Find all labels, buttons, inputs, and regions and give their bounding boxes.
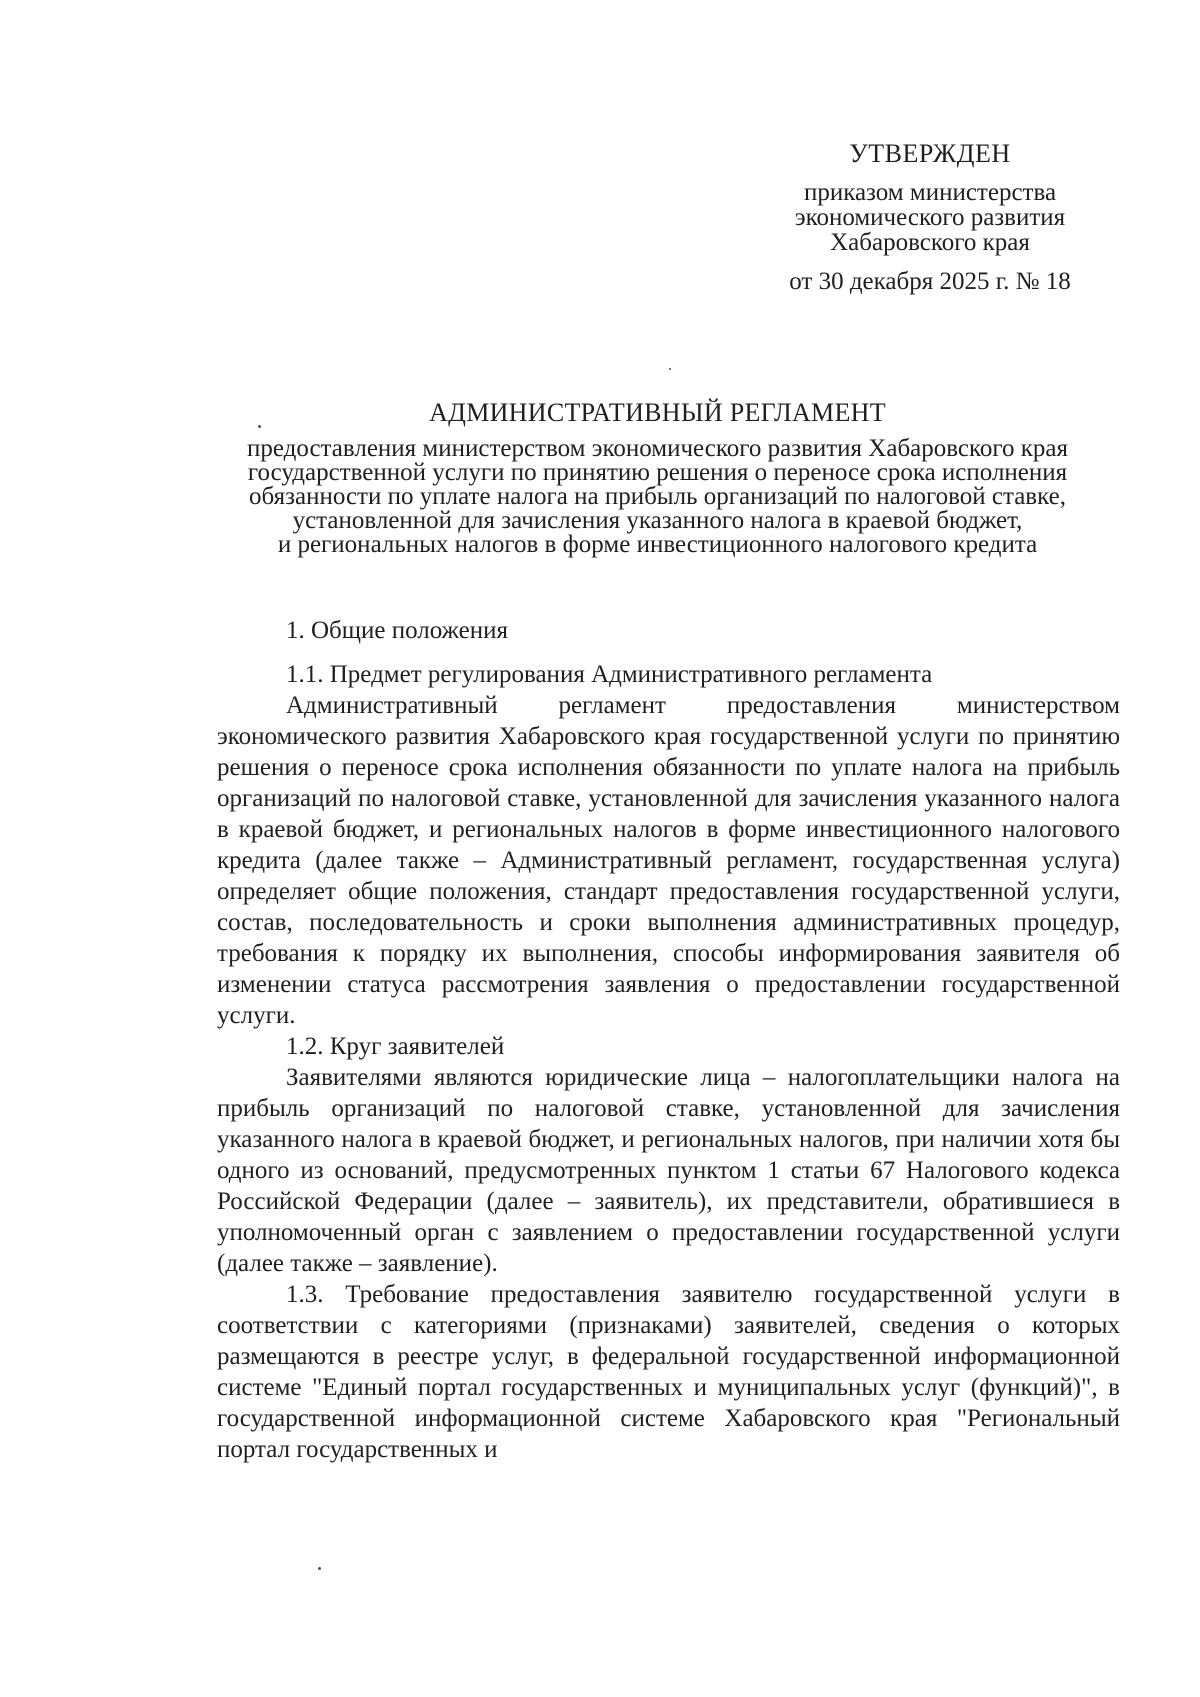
document-body <box>217 615 1120 1465</box>
section-heading-1-2: 1.2. Круг заявителей <box>286 1033 505 1060</box>
approval-line-3: Хабаровского края <box>830 229 1030 256</box>
title-sub-line-3: обязанности по уплате налога на прибыль организаций по налоговой ставке, <box>249 483 1066 510</box>
paragraph-1-3: 1.3. Требование предоставления заявителю государственной услуги в соответствии с категориями (признаками) заявителей, сведения о которых размещаются в реестре услуг, в федеральной государственной информационной системе "Единый портал государственных и муниципальных услуг (функций)", в государственной информационной системе Хабаровского края "Региональный портал государственных и <box>217 1281 1120 1463</box>
section-heading-1-1: 1.1. Предмет регулирования Административного регламента <box>286 661 933 688</box>
approval-heading: УТВЕРЖДЕН <box>849 139 1011 168</box>
title-sub-line-4: установленной для зачисления указанного налога в краевой бюджет, <box>292 507 1023 534</box>
title-sub-line-5: и региональных налогов в форме инвестиционного налогового кредита <box>277 531 1038 558</box>
approval-line-1: приказом министерства <box>803 179 1057 206</box>
approval-date: от 30 декабря 2025 г. № 18 <box>789 268 1071 295</box>
approval-block <box>760 138 1100 297</box>
approval-line-2: экономического развития <box>794 204 1066 231</box>
paragraph-1-1: Административный регламент предоставления министерством экономического развития Хабаровского края государственной услуги по принятию решения о переносе срока исполнения обязанности по уплате налога на прибыль организаций по налоговой ставке, установленной для зачисления указанного налога в краевой бюджет, и региональных налогов в форме инвестиционного налогового кредита (далее также – Административный регламент, государственная услуга) определяет общие положения, стандарт предоставления государственной услуги, состав, последовательность и сроки выполнения административных процедур, требования к порядку их выполнения, способы информирования заявителя об изменении статуса рассмотрения заявления о предоставлении государственной услуги. <box>217 692 1120 1029</box>
title-sub-line-2: государственной услуги по принятию решения о переносе срока исполнения <box>247 459 1068 486</box>
section-heading-general: 1. Общие положения <box>286 617 508 644</box>
scan-speck <box>318 1567 321 1570</box>
paragraph-1-2: Заявителями являются юридические лица – налогоплательщики налога на прибыль организаций по налоговой ставке, установленной для зачисления указанного налога в краевой бюджет, и региональных налогов, при наличии хотя бы одного из оснований, предусмотренных пунктом 1 статьи 67 Налогового кодекса Российской Федерации (далее – заявитель), их представители, обратившиеся в уполномоченный орган с заявлением о предоставлении государственной услуги (далее также – заявление). <box>217 1064 1120 1277</box>
title-sub-line-1: предоставления министерством экономического развития Хабаровского края <box>246 435 1069 462</box>
scan-speck <box>669 368 671 370</box>
document-title: АДМИНИСТРАТИВНЫЙ РЕГЛАМЕНТ <box>429 398 886 427</box>
title-block <box>190 397 1125 557</box>
scan-speck <box>258 425 261 428</box>
